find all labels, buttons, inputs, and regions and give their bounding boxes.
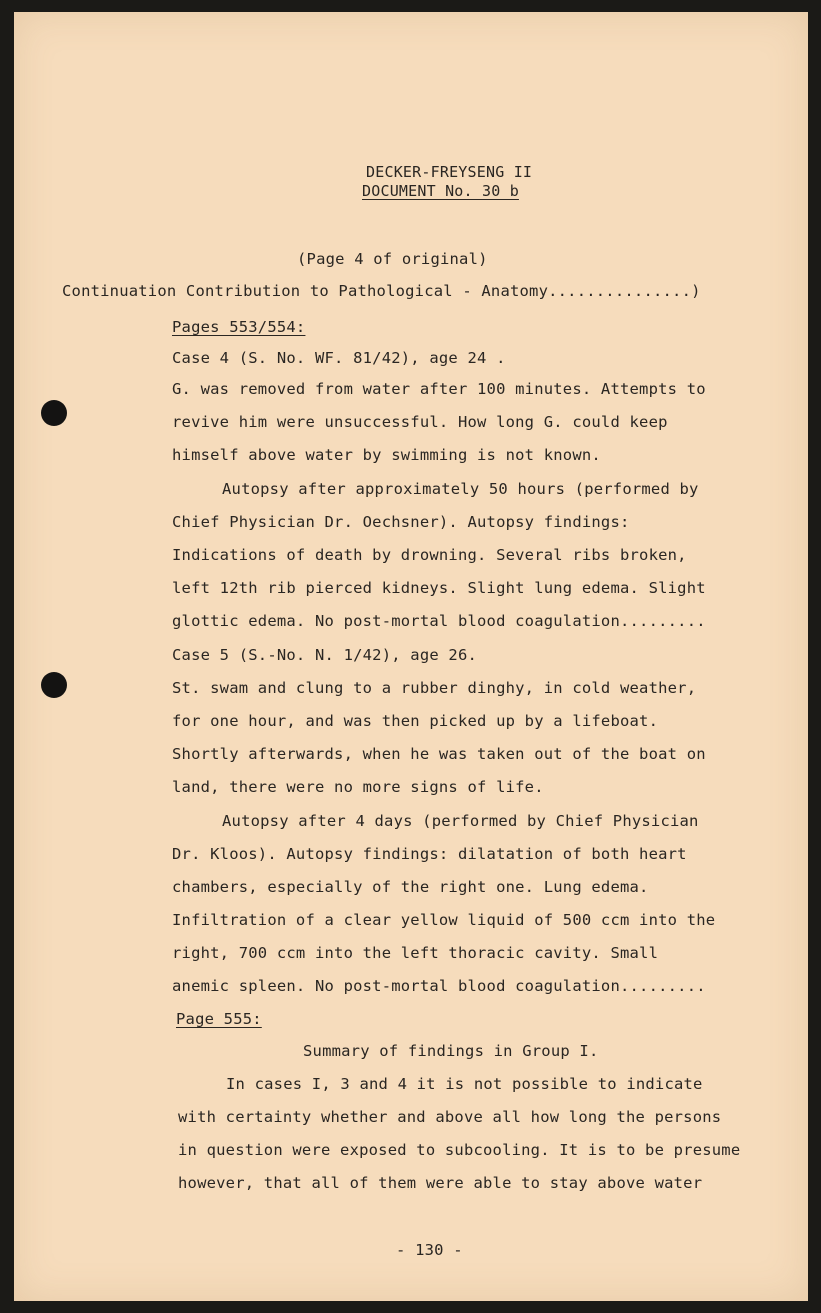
text-line: glottic edema. No post-mortal blood coagulation.........	[172, 612, 706, 630]
text-line: in question were exposed to subcooling. It is to be presume	[178, 1141, 741, 1159]
text-line: himself above water by swimming is not known.	[172, 446, 601, 464]
text-line: however, that all of them were able to stay above water	[178, 1174, 703, 1192]
text-line: with certainty whether and above all how long the persons	[178, 1108, 722, 1126]
text-line: In cases I, 3 and 4 it is not possible to indicate	[226, 1075, 703, 1093]
text-line: Indications of death by drowning. Several ribs broken,	[172, 546, 687, 564]
text-line: for one hour, and was then picked up by a lifeboat.	[172, 712, 659, 730]
document-header-line1: DECKER-FREYSENG II	[366, 163, 533, 181]
text-line: St. swam and clung to a rubber dinghy, in cold weather,	[172, 679, 697, 697]
document-header-line2: DOCUMENT No. 30 b	[362, 182, 519, 200]
text-line: anemic spleen. No post-mortal blood coagulation.........	[172, 977, 706, 995]
punch-hole	[41, 400, 67, 426]
text-line: chambers, especially of the right one. Lung edema.	[172, 878, 649, 896]
section-heading: Page 555:	[176, 1010, 262, 1028]
section-heading: Pages 553/554:	[172, 318, 306, 336]
text-line: Infiltration of a clear yellow liquid of 500 ccm into the	[172, 911, 716, 929]
page-number: - 130 -	[396, 1241, 463, 1259]
case5-title: Case 5 (S.-No. N. 1/42), age 26.	[172, 646, 478, 664]
text-line: Autopsy after 4 days (performed by Chief Physician	[222, 812, 699, 830]
text-line: Dr. Kloos). Autopsy findings: dilatation of both heart	[172, 845, 687, 863]
case4-title: Case 4 (S. No. WF. 81/42), age 24 .	[172, 349, 506, 367]
page-reference: (Page 4 of original)	[297, 250, 488, 268]
text-line: Autopsy after approximately 50 hours (performed by	[222, 480, 699, 498]
text-line: land, there were no more signs of life.	[172, 778, 544, 796]
text-line: Shortly afterwards, when he was taken out of the boat on	[172, 745, 706, 763]
continuation-line: Continuation Contribution to Pathological - Anatomy...............)	[62, 282, 701, 300]
text-line: revive him were unsuccessful. How long G. could keep	[172, 413, 668, 431]
text-line: Chief Physician Dr. Oechsner). Autopsy findings:	[172, 513, 630, 531]
text-line: left 12th rib pierced kidneys. Slight lung edema. Slight	[172, 579, 706, 597]
summary-title: Summary of findings in Group I.	[303, 1042, 599, 1060]
punch-hole	[41, 672, 67, 698]
text-line: G. was removed from water after 100 minutes. Attempts to	[172, 380, 706, 398]
text-line: right, 700 ccm into the left thoracic cavity. Small	[172, 944, 659, 962]
